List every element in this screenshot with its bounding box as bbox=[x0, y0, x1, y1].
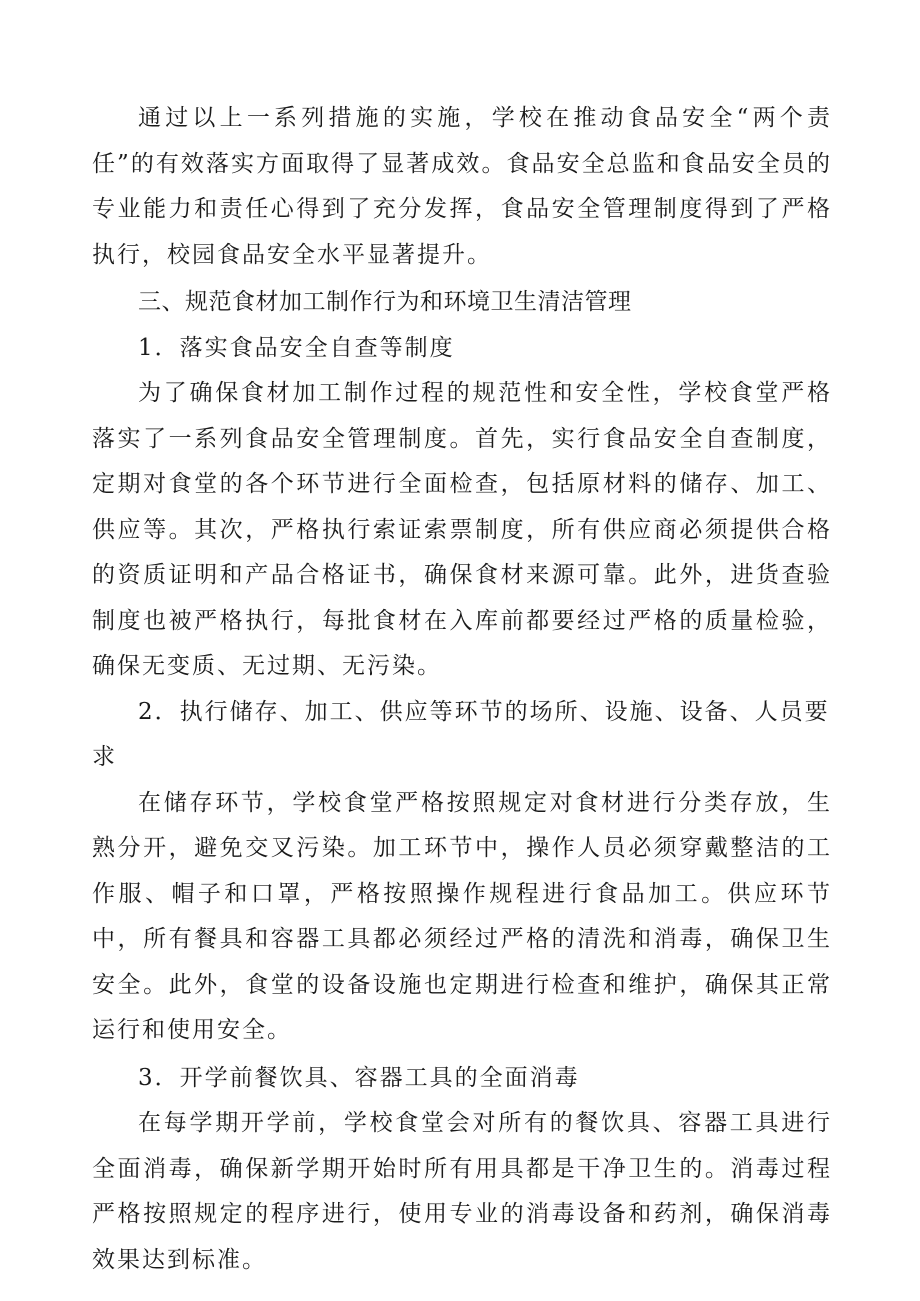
paragraph-requirements: 在储存环节，学校食堂严格按照规定对食材进行分类存放，生熟分开，避免交叉污染。加工环节中，操作人员必须穿戴整洁的工作服、帽子和口罩，严格按照操作规程进行食品加工。供应环节中，所有餐具和容器工具都必须经过严格的清洗和消毒，确保卫生安全。此外，食堂的设备设施也定期进行检查和维护，确保其正常运行和使用安全。 bbox=[92, 789, 832, 1043]
subheading-2: 2．执行储存、加工、供应等环节的场所、设施、设备、人员要求 bbox=[92, 698, 830, 770]
section-heading-3: 三、规范食材加工制作行为和环境卫生清洁管理 bbox=[138, 289, 632, 315]
paragraph-self-inspection: 为了确保食材加工制作过程的规范性和安全性，学校食堂严格落实了一系列食品安全管理制度。首先，实行食品安全自查制度，定期对食堂的各个环节进行全面检查，包括原材料的储存、加工、供应等。其次，严格执行索证索票制度，所有供应商必须提供合格的资质证明和产品合格证书，确保食材来源可靠。此外，进货查验制度也被严格执行，每批食材在入库前都要经过严格的质量检验，确保无变质、无过期、无污染。 bbox=[92, 380, 832, 679]
paragraph-results: 通过以上一系列措施的实施，学校在推动食品安全“两个责任”的有效落实方面取得了显著成效。食品安全总监和食品安全员的专业能力和责任心得到了充分发挥，食品安全管理制度得到了严格执行，校园食品安全水平显著提升。 bbox=[92, 105, 832, 268]
document-body bbox=[92, 96, 832, 1283]
paragraph-disinfection: 在每学期开学前，学校食堂会对所有的餐饮具、容器工具进行全面消毒，确保新学期开始时所有用具都是干净卫生的。消毒过程严格按照规定的程序进行，使用专业的消毒设备和药剂，确保消毒效果达到标准。 bbox=[92, 1110, 832, 1273]
subheading-1: 1．落实食品安全自查等制度 bbox=[138, 334, 455, 361]
subheading-3: 3．开学前餐饮具、容器工具的全面消毒 bbox=[138, 1064, 580, 1091]
